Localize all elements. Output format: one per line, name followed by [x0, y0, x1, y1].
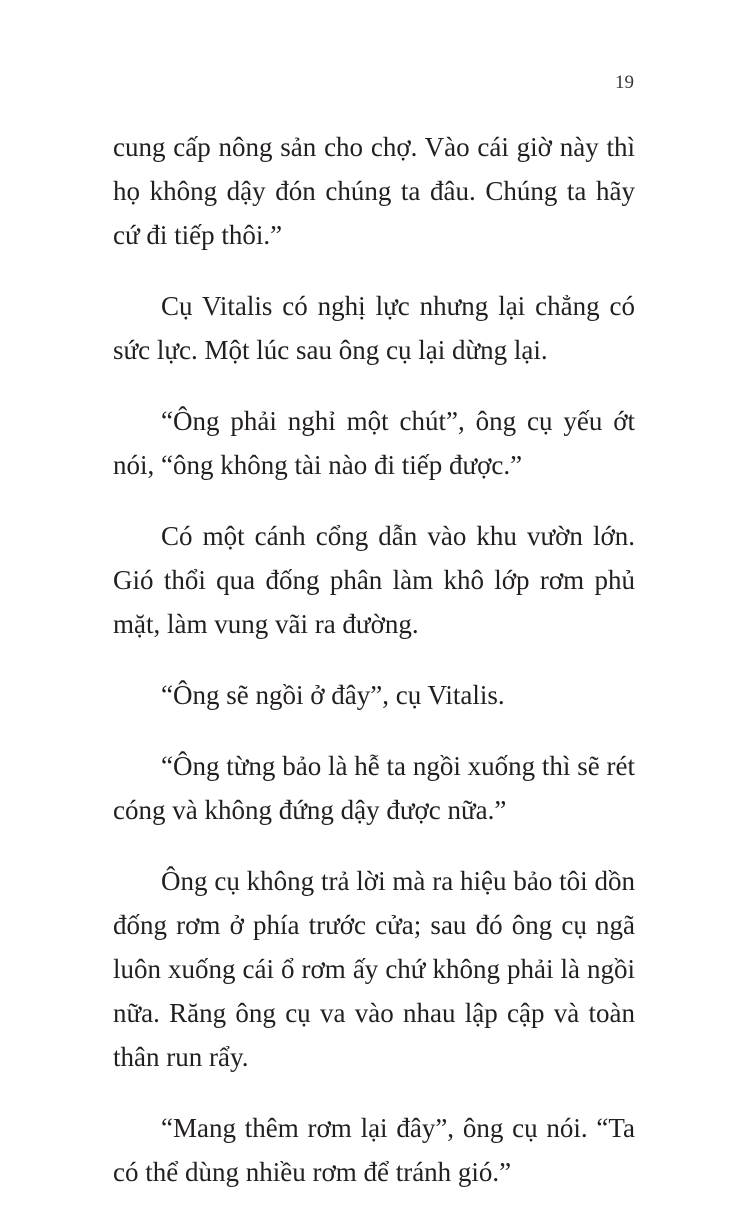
page-number: 19	[615, 72, 634, 93]
paragraph: cung cấp nông sản cho chợ. Vào cái giờ này thì họ không dậy đón chúng ta đâu. Chúng ta hãy cứ đi tiếp thôi.”	[113, 132, 635, 250]
paragraph: Cụ Vitalis có nghị lực nhưng lại chẳng có sức lực. Một lúc sau ông cụ lại dừng lại.	[113, 291, 635, 365]
paragraph: Có một cánh cổng dẫn vào khu vườn lớn. Gió thổi qua đống phân làm khô lớp rơm phủ mặt, làm vung vãi ra đường.	[113, 521, 635, 639]
paragraph: “Ông phải nghỉ một chút”, ông cụ yếu ớt nói, “ông không tài nào đi tiếp được.”	[113, 406, 635, 480]
paragraph: Ông cụ không trả lời mà ra hiệu bảo tôi dồn đống rơm ở phía trước cửa; sau đó ông cụ ngã luôn xuống cái ổ rơm ấy chứ không phải là ngồi nữa. Răng ông cụ va vào nhau lập cập và toàn thân run rẩy.	[113, 866, 635, 1072]
paragraph: “Ông sẽ ngồi ở đây”, cụ Vitalis.	[161, 680, 505, 710]
paragraph: “Ông từng bảo là hễ ta ngồi xuống thì sẽ rét cóng và không đứng dậy được nữa.”	[113, 751, 635, 825]
body-text	[113, 125, 635, 1221]
paragraph: “Mang thêm rơm lại đây”, ông cụ nói. “Ta có thể dùng nhiều rơm để tránh gió.”	[113, 1113, 635, 1187]
